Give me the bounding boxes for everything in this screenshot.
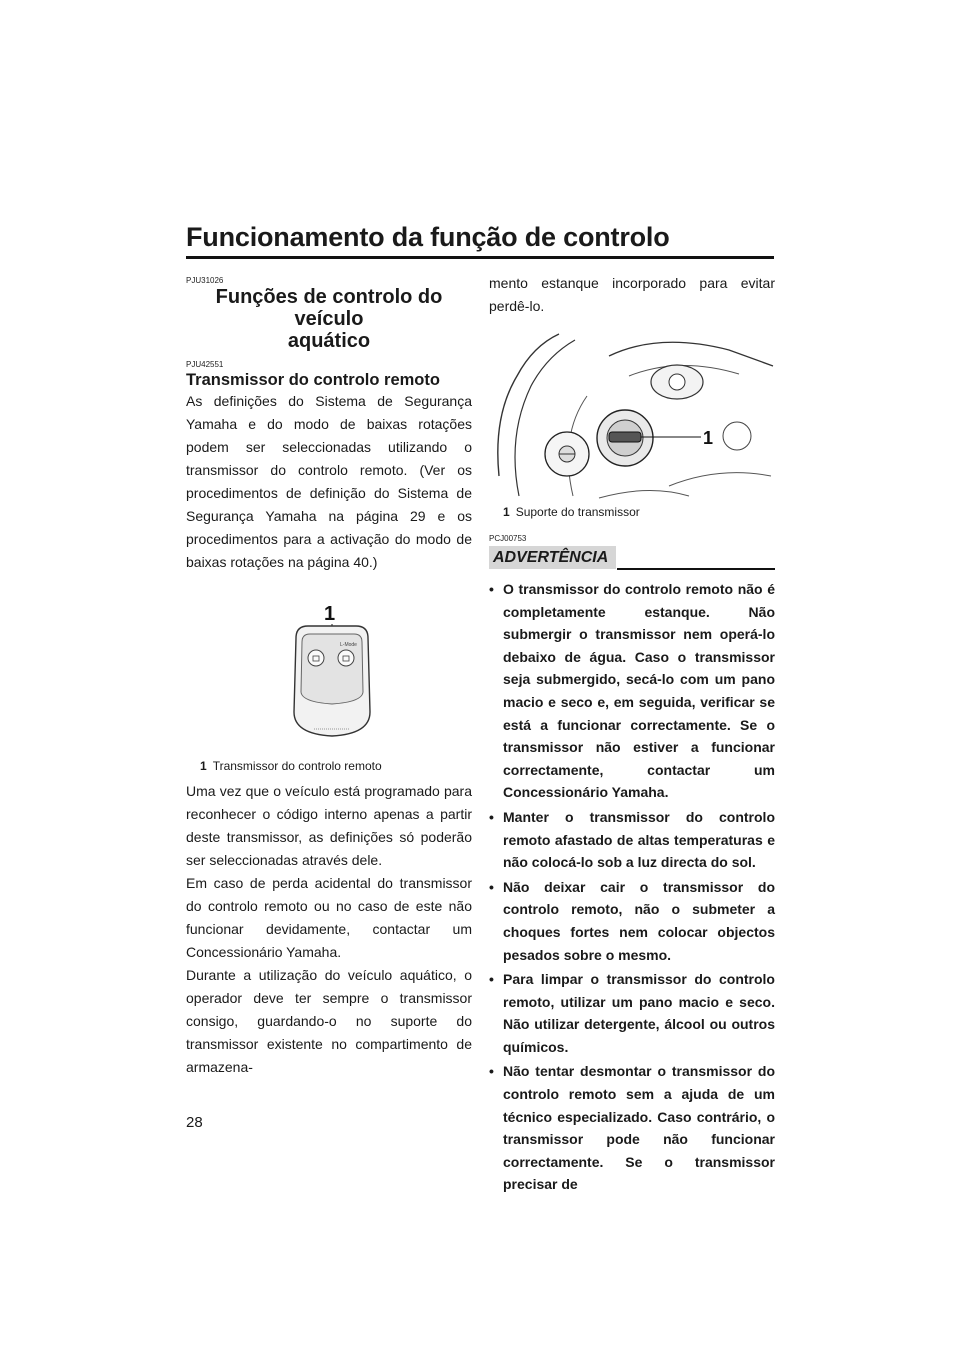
warning-text: O transmissor do controlo remoto não é completamente estanque. Não submergir o transmissor nem operá-lo debaixo de água. Caso o transmissor seja submergido, secá-lo com um pano macio e seco e, em seguida, verificar se está a funcionar correctamente. Se o transmissor não estiver a funcionar correctamente, contactar um Concessionário Yamaha. bbox=[503, 581, 775, 801]
warning-text: Não tentar desmontar o transmissor do controlo remoto sem a ajuda de um técnico especializado. Caso contrário, o transmissor pode não funcionar correctamente. Se o transmissor precisar de bbox=[503, 1063, 775, 1193]
figure-callout-number: 1 bbox=[703, 428, 714, 448]
section-title-line-2: aquático bbox=[287, 330, 371, 352]
bullet-icon: • bbox=[489, 1063, 494, 1080]
transmitter-in-holder bbox=[609, 432, 641, 442]
caption-text: Suporte do transmissor bbox=[515, 505, 640, 519]
caption-text: Transmissor do controlo remoto bbox=[212, 759, 382, 773]
reference-code: PCJ00753 bbox=[489, 534, 527, 543]
warning-list bbox=[489, 578, 775, 1196]
right-column bbox=[489, 272, 775, 1198]
figure-callout-number: 1 bbox=[324, 603, 336, 625]
warning-block bbox=[489, 546, 775, 1196]
remote-transmitter-figure bbox=[186, 574, 472, 752]
warning-text: Não deixar cair o transmissor do controlo remoto, não o submeter a choques fortes nem colocar objectos pesados sobre o mesmo. bbox=[503, 878, 775, 963]
body-paragraph: Em caso de perda acidental do transmissor do controlo remoto ou no caso de este não funcionar devidamente, contactar um Concessionário Yamaha. bbox=[186, 875, 472, 960]
figure-caption bbox=[503, 504, 775, 520]
deck-curve bbox=[669, 473, 771, 486]
warning-text: Para limpar o transmissor do controlo remoto, utilizar um pano macio e seco. Não utilizar detergente, álcool ou outros químicos. bbox=[503, 971, 775, 1055]
caption-number: 1 bbox=[503, 505, 510, 519]
page-header-title: Funcionamento da função de controlo bbox=[186, 222, 670, 252]
bullet-icon: • bbox=[489, 878, 494, 895]
dashboard-knob bbox=[723, 422, 751, 450]
page-number: 28 bbox=[186, 1114, 203, 1131]
body-paragraph: Durante a utilização do veículo aquático, o operador deve ter sempre o transmissor consigo, guardando-o no suporte do transmissor existente no compartimento de armazena- bbox=[186, 967, 472, 1075]
warning-item bbox=[489, 578, 775, 804]
dashboard-edge bbox=[609, 342, 773, 366]
warning-item bbox=[489, 1060, 775, 1196]
reference-code: PJU42551 bbox=[186, 360, 224, 369]
warning-text: Manter o transmissor do controlo remoto afastado de altas temperaturas e não colocá-lo sob a luz directa do sol. bbox=[503, 808, 775, 871]
section-title bbox=[186, 286, 472, 352]
bullet-icon: • bbox=[489, 581, 494, 597]
subsection-title: Transmissor do controlo remoto bbox=[186, 371, 440, 389]
reference-code: PJU31026 bbox=[186, 276, 224, 285]
transmitter-holder-figure bbox=[489, 326, 775, 502]
bullet-icon: • bbox=[489, 808, 494, 825]
left-column bbox=[186, 264, 472, 1079]
warning-item bbox=[489, 876, 775, 966]
body-paragraph: Uma vez que o veículo está programado para reconhecer o código interno apenas a partir deste transmissor, as definições só poderão ser seleccionadas através dele. bbox=[186, 783, 472, 868]
deck-curve bbox=[599, 490, 689, 498]
bullet-icon: • bbox=[489, 971, 494, 988]
lock-button-icon bbox=[308, 650, 324, 666]
header-rule bbox=[186, 256, 774, 259]
transmitter-holder-illustration bbox=[489, 326, 775, 502]
body-paragraph: As definições do Sistema de Segurança Yamaha e do modo de baixas rotações podem ser seleccionadas utilizando o transmissor do controlo remoto. (Ver os procedimentos de definição do Sistema de Segurança Yamaha na página 29 e os procedimentos para a activação do modo de baixas rotações na página 40.) bbox=[186, 393, 472, 570]
button-label: L-Mode bbox=[340, 642, 357, 648]
body-paragraph: mento estanque incorporado para evitar perdê-lo. bbox=[489, 275, 775, 314]
section-title-line-1: Funções de controlo do veículo bbox=[215, 286, 443, 330]
warning-label: ADVERTÊNCIA bbox=[489, 546, 616, 569]
figure-caption bbox=[200, 758, 472, 774]
gauge-dial bbox=[669, 374, 685, 390]
remote-transmitter-illustration bbox=[186, 574, 472, 752]
warning-header bbox=[489, 546, 775, 572]
warning-item bbox=[489, 968, 775, 1058]
caption-number: 1 bbox=[200, 759, 207, 773]
warning-item bbox=[489, 806, 775, 874]
lmode-button-icon bbox=[338, 650, 354, 666]
warning-rule bbox=[617, 568, 775, 570]
